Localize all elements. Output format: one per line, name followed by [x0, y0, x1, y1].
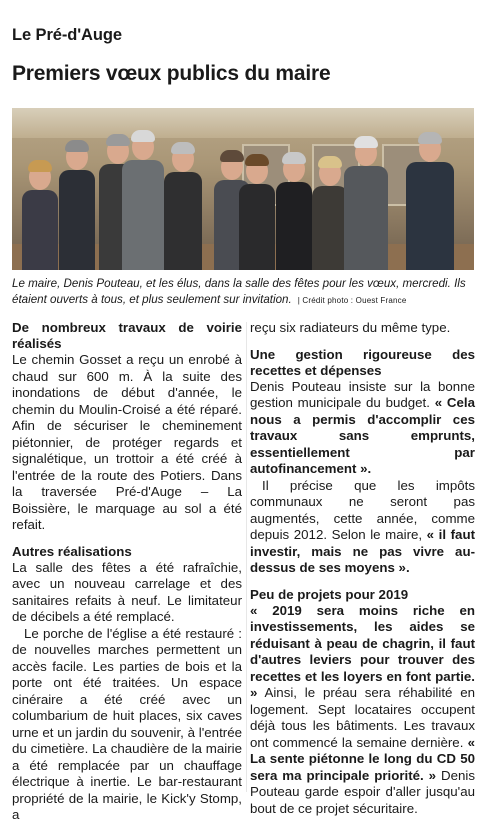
right-column	[250, 320, 475, 817]
photo-credit: | Crédit photo : Ouest France	[297, 296, 407, 305]
heading-gestion: Une gestion rigoureuse des recettes et dépenses	[250, 346, 475, 378]
paragraph-realisations-1: La salle des fêtes a été rafraîchie, avec un nouveau carrelage et des sanitaires refaits à neuf. Le limitateur de décibels a été remplacé.	[12, 559, 242, 624]
projets-quote-2: « La sente piétonne le long du CD 50 sera ma principale priorité. »	[250, 734, 475, 783]
heading-travaux: De nombreux travaux de voirie réalisés	[12, 320, 242, 351]
projets-text-2: Denis Pouteau garde espoir d'aller jusqu'au bout de ce projet sécuritaire.	[250, 767, 475, 816]
gestion-1-text: Denis Pouteau insiste sur la bonne gestion municipale du budget.	[250, 378, 475, 410]
gestion-2-quote: « il faut investir, mais ne pas vivre au-dessus de ses moyens ».	[250, 527, 475, 575]
paragraph-gestion-1	[250, 379, 475, 478]
heading-projets: Peu de projets pour 2019	[250, 586, 409, 602]
gestion-2-text: Il précise que les impôts communaux ne seront pas augmentés, cette année, comme depuis 2012. Selon le maire,	[250, 477, 475, 542]
paragraph-projets	[250, 603, 475, 818]
article-photo	[12, 108, 474, 270]
paragraph-travaux: Le chemin Gosset a reçu un enrobé à chaud sur 600 m. À la suite des inondations de début d'année, le chemin du Moulin-Croisé a été réparé. Afin de sécuriser le cheminement piétonnier, de protéger regards et signalétique, un trottoir a été créé à l'entrée de la route des Potiers. Dans la traversée Pré-d'Auge – La Boissière, le marquage au sol a été refait.	[12, 352, 242, 532]
heading-realisations: Autres réalisations	[12, 543, 132, 559]
paragraph-realisations-3: reçu six radiateurs du même type.	[250, 320, 451, 335]
paragraph-gestion-2	[250, 478, 475, 577]
projets-quote-1: « 2019 sera moins riche en investissements, les aides se réduisant à peau de chagrin, il faut d'autres leviers pour trouver des recettes et les loyers en font partie. »	[250, 602, 475, 700]
projets-text-1: Ainsi, le préau sera réhabilité en logement. Sept locataires occupent déjà tous les bâtiments. Les travaux ont commencé la semaine dernière.	[250, 685, 475, 750]
article-headline: Premiers vœux publics du maire	[12, 62, 331, 85]
left-column	[12, 320, 242, 824]
caption-text: Le maire, Denis Pouteau, et les élus, dans la salle des fêtes pour les vœux, mercredi. Ils étaient ouverts à tous, et plus seulement sur invitation.	[12, 277, 466, 306]
photo-caption	[12, 276, 474, 309]
locality-label: Le Pré-d'Auge	[12, 26, 122, 44]
paragraph-realisations-2: Le porche de l'église a été restauré : de nouvelles marches permettent un accès facile. Les parties de bois et la porte ont été traitées. Un espace cinéraire a été créé avec un columbarium de huit places, six caves urne et un jardin du souvenir, à l'entrée du cimetière. La chaudière de la mairie a été remplacée par un chauffage électrique à inertie. Le bar-restaurant propriété de la mairie, le Kick'y Stomp, a	[12, 625, 242, 822]
column-divider	[246, 322, 247, 792]
gestion-1-quote: « Cela nous a permis d'accomplir ces travaux sans emprunts, essentiellement par autofinancement ».	[250, 395, 475, 476]
